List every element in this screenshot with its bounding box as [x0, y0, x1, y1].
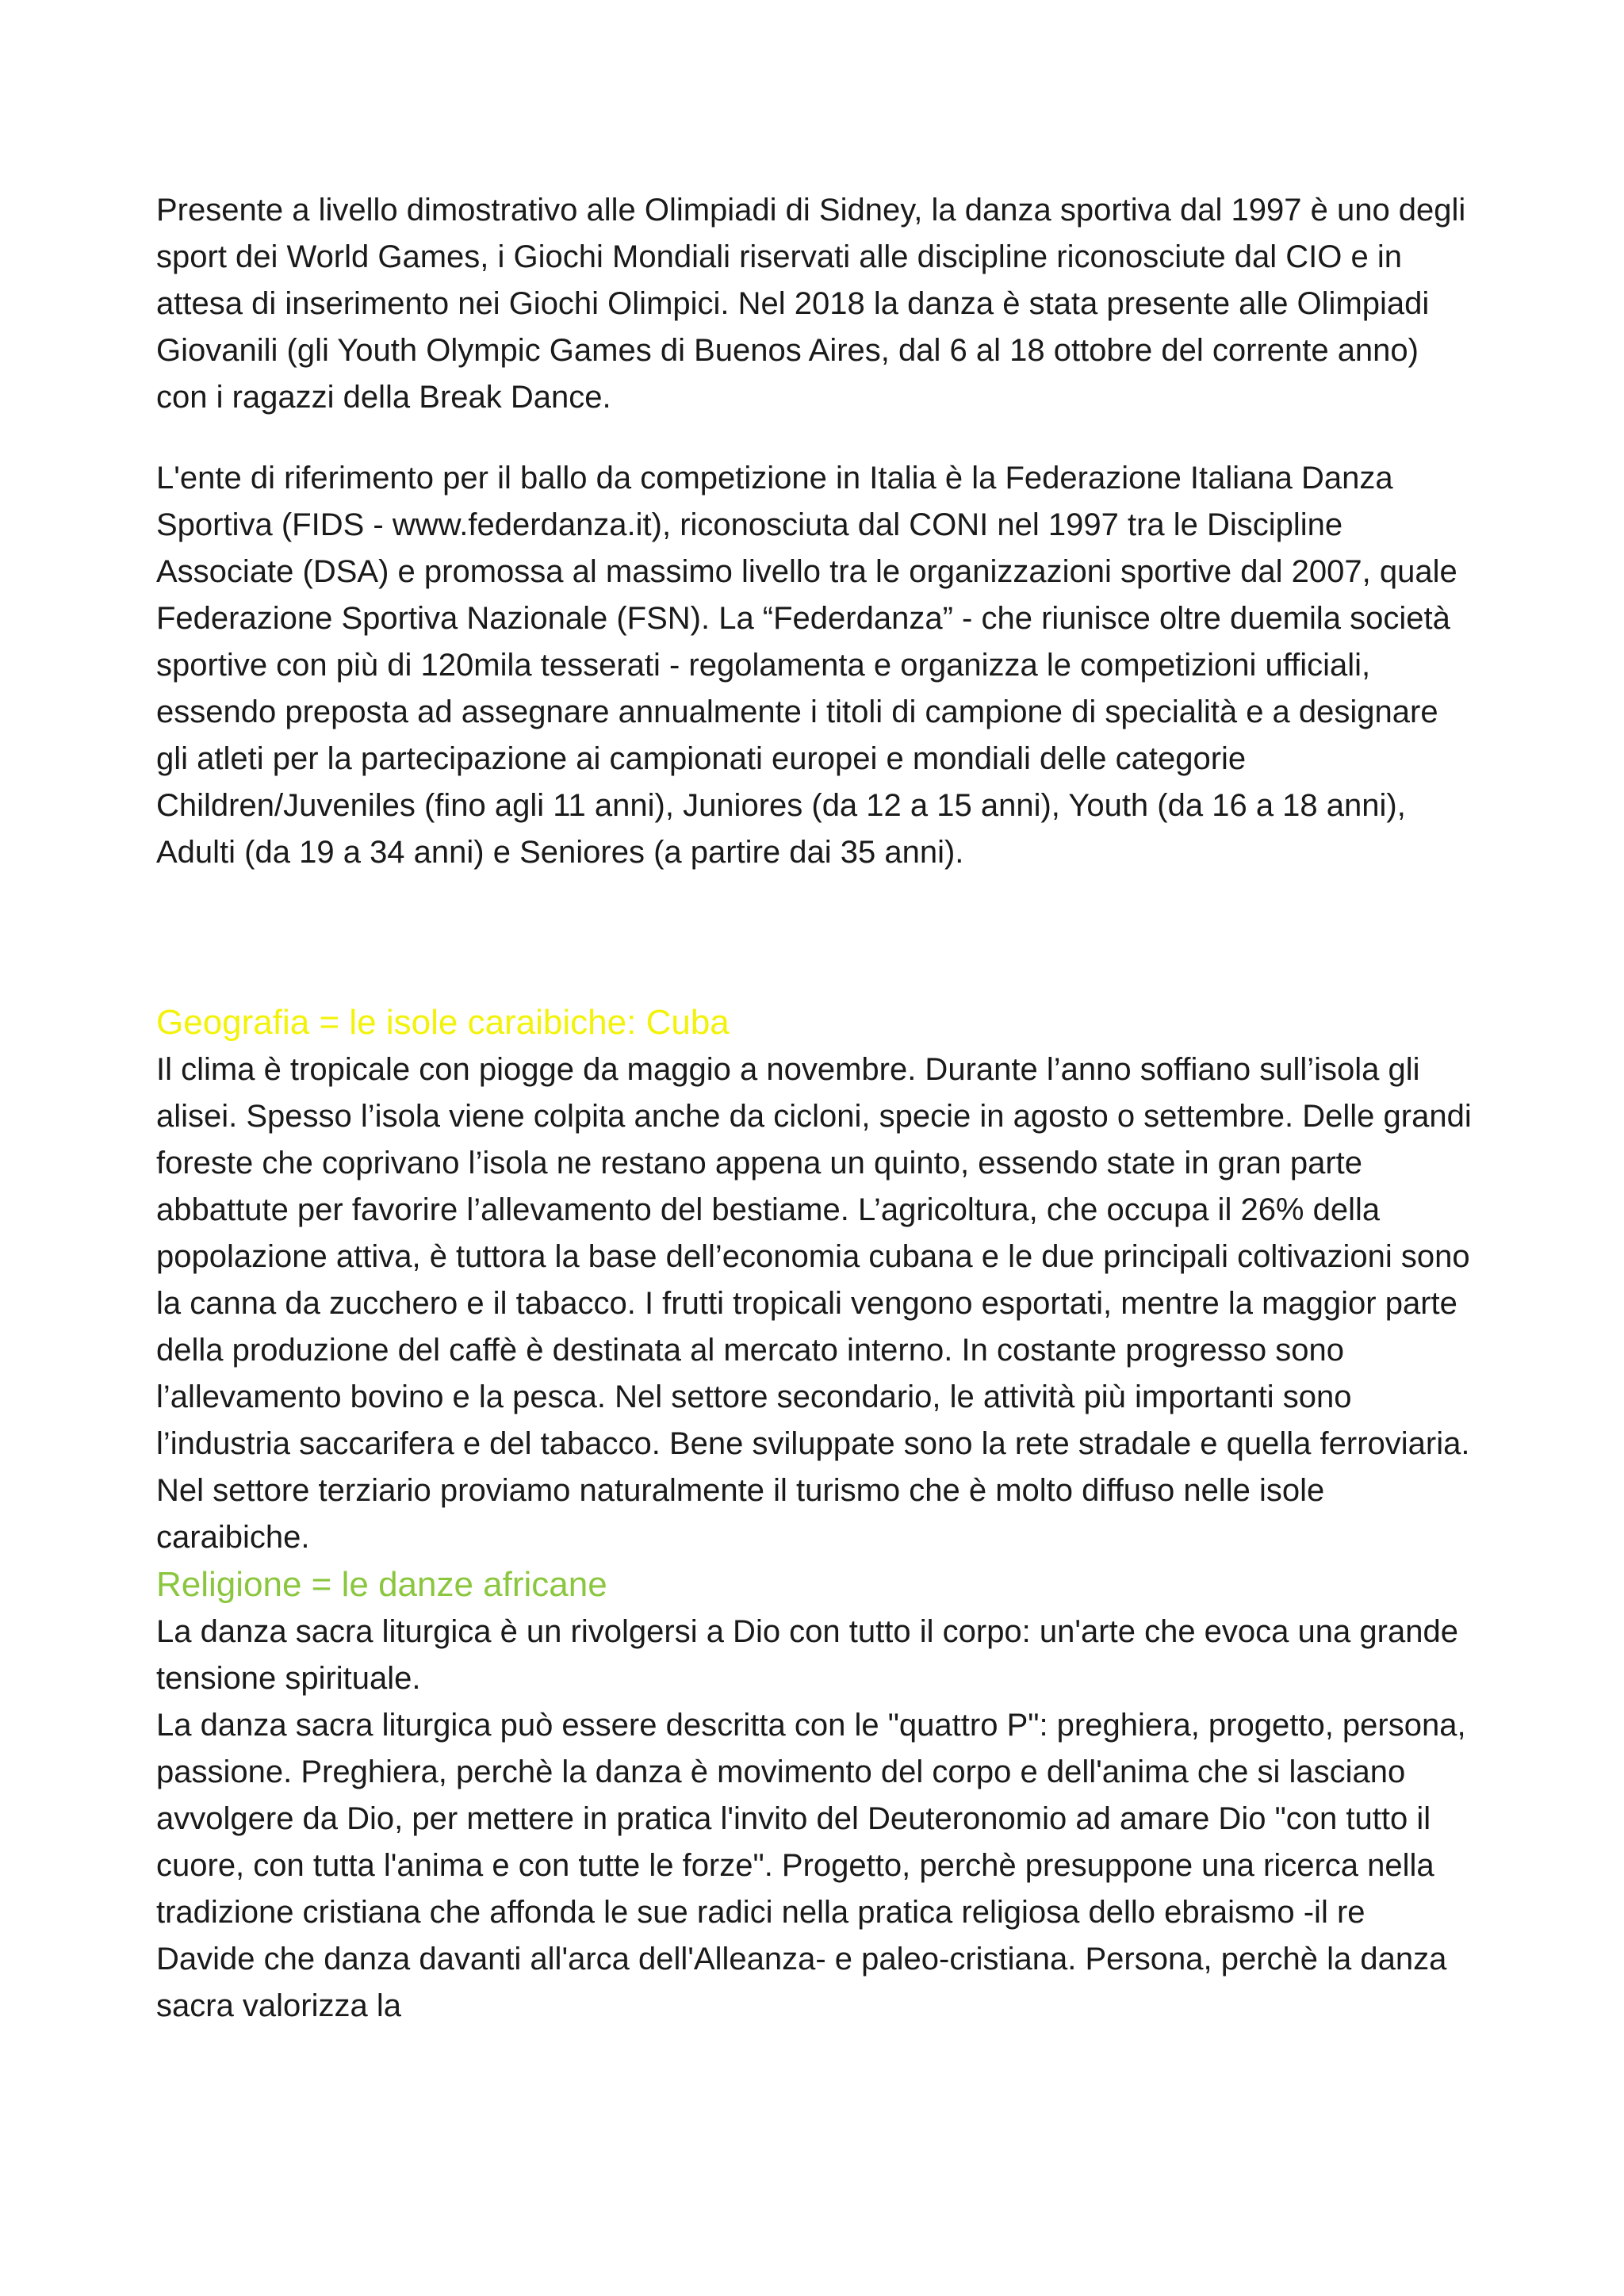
paragraph-geography: Il clima è tropicale con piogge da maggio a novembre. Durante l’anno soffiano sull’isola gli alisei. Spesso l’isola viene colpita anche da cicloni, specie in agosto o settembre. Delle grandi foreste che coprivano l’isola ne restano appena un quinto, essendo state in gran parte abbattute per favorire l’allevamento del bestiame. L’agricoltura, che occupa il 26% della popolazione attiva, è tuttora la base dell’economia cubana e le due principali coltivazioni sono la canna da zucchero e il tabacco. I frutti tropicali vengono esportati, mentre la maggior parte della produzione del caffè è destinata al mercato interno. In costante progresso sono l’allevamento bovino e la pesca. Nel settore secondario, le attività più importanti sono l’industria saccarifera e del tabacco. Bene sviluppate sono la rete stradale e quella ferroviaria. Nel settore terziario proviamo naturalmente il turismo che è molto diffuso nelle isole caraibiche. [156, 1052, 1472, 1555]
paragraph-olympics: Presente a livello dimostrativo alle Olimpiadi di Sidney, la danza sportiva dal 1997 è uno degli sport dei World Games, i Giochi Mondiali riservati alle discipline riconosciute dal CIO e in attesa di inserimento nei Giochi Olimpici. Nel 2018 la danza è stata presente alle Olimpiadi Giovanili (gli Youth Olympic Games di Buenos Aires, dal 6 al 18 ottobre del corrente anno) con i ragazzi della Break Dance. [156, 193, 1466, 415]
heading-religion: Religione = le danze africane [156, 1565, 607, 1604]
heading-geography: Geografia = le isole caraibiche: Cuba [156, 1003, 730, 1042]
paragraph-religion-intro: La danza sacra liturgica è un rivolgersi a Dio con tutto il corpo: un'arte che evoca una grande tensione spirituale. [156, 1614, 1458, 1696]
paragraph-federation: L'ente di riferimento per il ballo da competizione in Italia è la Federazione Italiana Danza Sportiva (FIDS - www.federdanza.it), riconosciuta dal CONI nel 1997 tra le Discipline Associate (DSA) e promossa al massimo livello tra le organizzazioni sportive dal 2007, quale Federazione Sportiva Nazionale (FSN). La “Federdanza” - che riunisce oltre duemila società sportive con più di 120mila tesserati - regolamenta e organizza le competizioni ufficiali, essendo preposta ad assegnare annualmente i titoli di campione di specialità e a designare gli atleti per la partecipazione ai campionati europei e mondiali delle categorie Children/Juveniles (fino agli 11 anni), Juniores (da 12 a 15 anni), Youth (da 16 a 18 anni), Adulti (da 19 a 34 anni) e Seniores (a partire dai 35 anni). [156, 461, 1457, 870]
document-body [156, 187, 1473, 2030]
paragraph-religion-four-p: La danza sacra liturgica può essere descritta con le "quattro P": preghiera, progetto, persona, passione. Preghiera, perchè la danza è movimento del corpo e dell'anima che si lasciano avvolgere da Dio, per mettere in pratica l'invito del Deuteronomio ad amare Dio "con tutto il cuore, con tutta l'anima e con tutte le forze". Progetto, perchè presuppone una ricerca nella tradizione cristiana che affonda le sue radici nella pratica religiosa dello ebraismo -il re Davide che danza davanti all'arca dell'Alleanza- e paleo-cristiana. Persona, perchè la danza sacra valorizza la [156, 1708, 1466, 2023]
